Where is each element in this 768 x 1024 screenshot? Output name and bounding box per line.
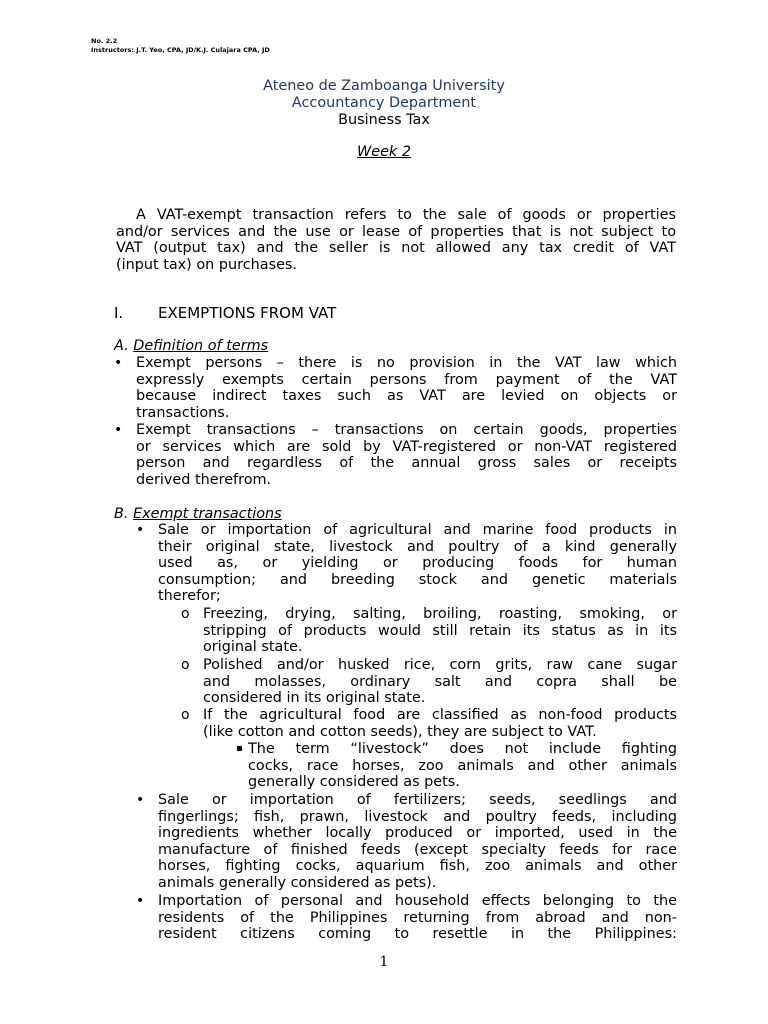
intro-line: VAT (output tax) and the seller is not allowed any tax credit of VAT <box>116 240 676 257</box>
list-line: stripping of products would still retain its status as in its <box>203 622 677 639</box>
subsection-b-title: Exempt transactions <box>133 506 282 522</box>
list-line: Polished and/or husked rice, corn grits, raw cane sugar <box>203 657 677 673</box>
bullet-icon: • <box>114 422 123 438</box>
section-heading <box>114 304 337 322</box>
livestock-definition-subitem <box>248 741 677 791</box>
original-state-subitem <box>203 606 677 656</box>
bullet-icon: • <box>136 522 145 538</box>
list-line: residents of the Philippines returning from abroad and non- <box>158 909 677 926</box>
list-line: The term “livestock” does not include fighting <box>248 741 677 757</box>
subsection-b-letter: B. <box>114 506 129 522</box>
list-line: used as, or yielding or producing foods for human <box>158 555 677 572</box>
list-line: generally considered as pets. <box>248 774 460 791</box>
list-line: transactions. <box>136 404 230 421</box>
subsection-b-heading <box>114 506 282 523</box>
list-line: Exempt transactions – transactions on certain goods, properties <box>136 422 677 438</box>
list-line: Sale or importation of fertilizers; seeds, seedlings and <box>158 792 677 808</box>
subsection-a-heading <box>114 338 268 355</box>
list-line: Exempt persons – there is no provision in the VAT law which <box>136 355 677 371</box>
list-line: original state. <box>203 639 303 656</box>
list-line: consumption; and breeding stock and genetic materials <box>158 571 677 588</box>
instructors-line: Instructors: J.T. Yeo, CPA, JD/K.J. Culajara CPA, JD <box>91 46 270 54</box>
list-line: Importation of personal and household effects belonging to the <box>158 893 677 909</box>
bullet-icon: • <box>114 355 123 371</box>
non-food-subitem <box>203 707 677 740</box>
intro-paragraph <box>116 207 676 273</box>
intro-line: (input tax) on purchases. <box>116 256 297 273</box>
list-line: resident citizens coming to resettle in the Philippines: <box>158 926 677 943</box>
intro-line: A VAT-exempt transaction refers to the sale of goods or properties <box>136 207 676 223</box>
university-name: Ateneo de Zamboanga University <box>263 78 505 94</box>
week-label: Week 2 <box>357 144 411 160</box>
bullet-icon: • <box>136 893 145 909</box>
document-number: No. 2.2 <box>91 37 118 45</box>
list-line: expressly exempts certain persons from payment of the VAT <box>136 371 677 388</box>
list-line: Sale or importation of agricultural and marine food products in <box>158 522 677 538</box>
circle-bullet-icon: o <box>181 606 190 622</box>
section-numeral: I. <box>114 304 124 322</box>
list-line: manufacture of finished feeds (except specialty feeds for race <box>158 841 677 858</box>
page-header <box>91 37 270 55</box>
list-line: and molasses, ordinary salt and copra shall be <box>203 673 677 690</box>
list-line: cocks, race horses, zoo animals and other animals <box>248 757 677 774</box>
list-line: horses, fighting cocks, aquarium fish, zoo animals and other <box>158 858 677 875</box>
list-line: ingredients whether locally produced or imported, used in the <box>158 825 677 842</box>
list-line: because indirect taxes such as VAT are levied on objects or <box>136 388 677 405</box>
list-line: considered in its original state. <box>203 690 426 707</box>
agricultural-products-item <box>158 522 677 605</box>
bullet-icon: • <box>136 792 145 808</box>
course-title: Business Tax <box>338 112 430 128</box>
personal-effects-item <box>158 893 677 943</box>
exempt-transactions-item <box>136 422 677 488</box>
rice-corn-subitem <box>203 657 677 707</box>
list-line: derived therefrom. <box>136 471 272 488</box>
list-line: animals generally considered as pets). <box>158 874 437 891</box>
department-name: Accountancy Department <box>291 95 477 111</box>
list-line: therefor; <box>158 588 221 605</box>
page-number: 1 <box>379 954 389 970</box>
subsection-a-letter: A. <box>114 338 129 354</box>
list-line: Freezing, drying, salting, broiling, roasting, smoking, or <box>203 606 677 622</box>
list-line: If the agricultural food are classified as non-food products <box>203 707 677 723</box>
circle-bullet-icon: o <box>181 707 190 723</box>
list-line: (like cotton and cotton seeds), they are subject to VAT. <box>203 723 597 740</box>
section-title: EXEMPTIONS FROM VAT <box>158 304 337 322</box>
fertilizers-item <box>158 792 677 892</box>
subsection-a-title: Definition of terms <box>133 338 269 354</box>
circle-bullet-icon: o <box>181 657 190 673</box>
list-line: their original state, livestock and poultry of a kind generally <box>158 538 677 555</box>
list-line: fingerlings; fish, prawn, livestock and poultry feeds, including <box>158 808 677 825</box>
exempt-persons-item <box>136 355 677 421</box>
square-bullet-icon: ▪ <box>236 743 243 754</box>
list-line: or services which are sold by VAT-registered or non-VAT registered <box>136 438 677 455</box>
intro-line: and/or services and the use or lease of properties that is not subject to <box>116 223 676 240</box>
list-line: person and regardless of the annual gross sales or receipts <box>136 455 677 472</box>
